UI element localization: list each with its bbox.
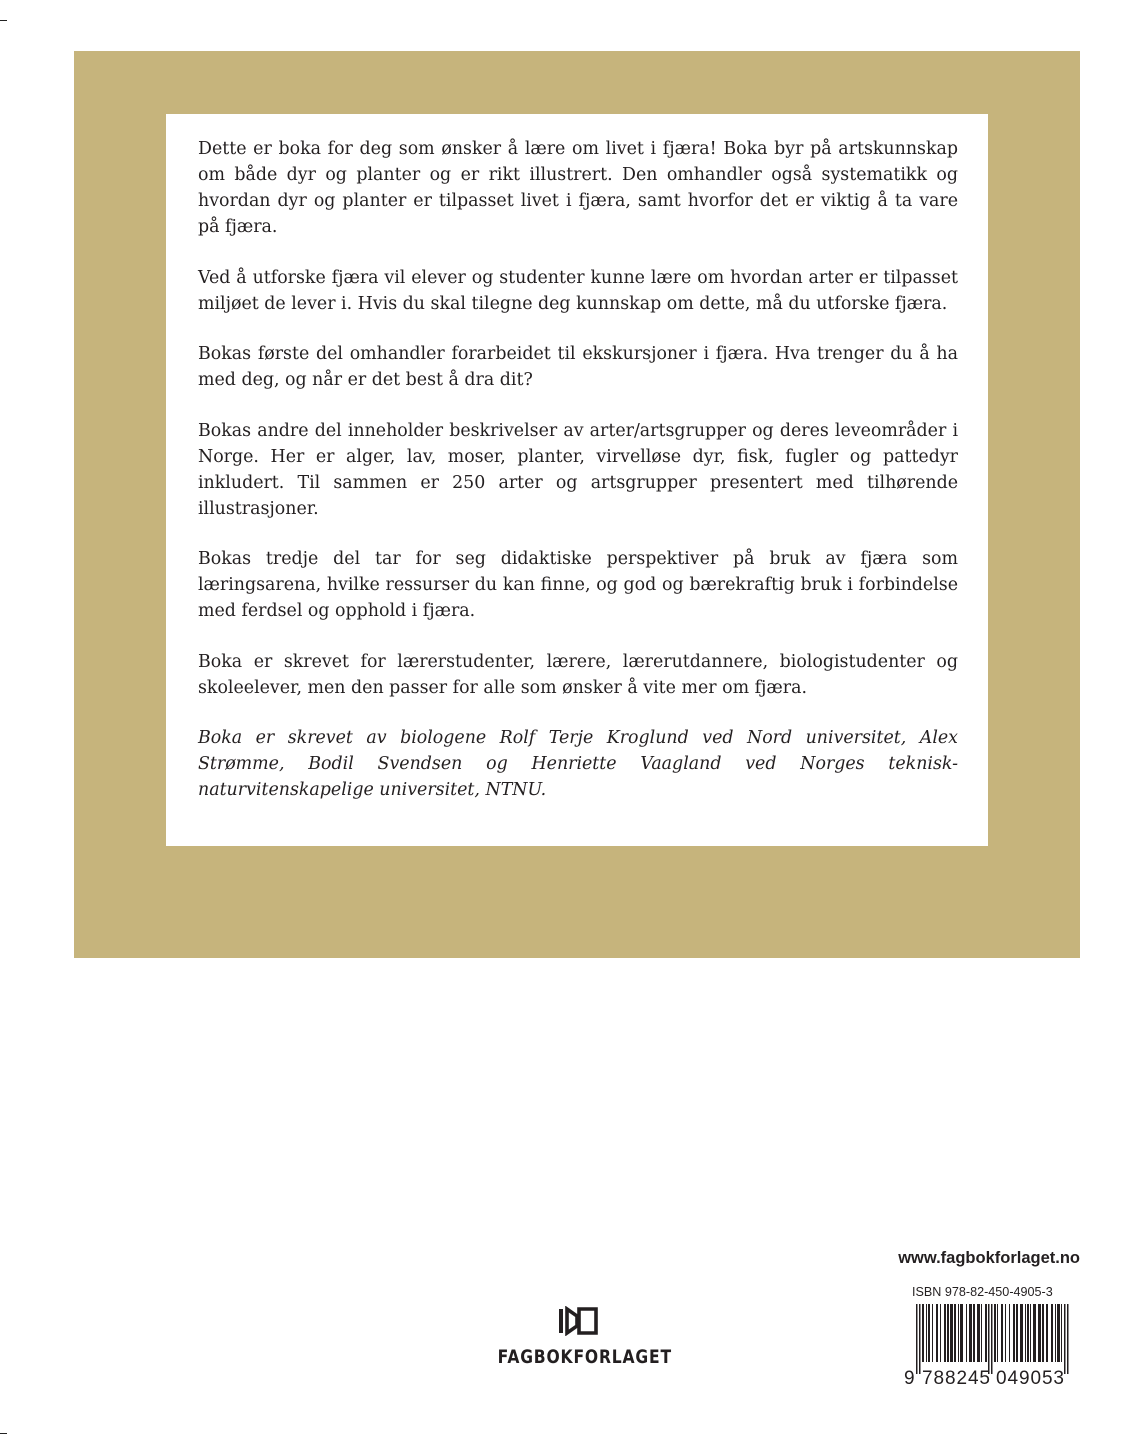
publisher-logo-block — [480, 1306, 676, 1376]
isbn-digit-first: 9 — [904, 1368, 915, 1389]
description-paragraph-3: Bokas første del omhandler forarbeidet til ekskursjoner i fjæra. Hva trenger du å ha med deg, og når er det best å dra dit? — [198, 344, 958, 390]
publisher-name: FAGBOKFORLAGET — [497, 1346, 672, 1368]
author-credit: Boka er skrevet av biologene Rolf Terje Kroglund ved Nord universitet, Alex Strømme, Bodil Svendsen og Henriette Vaagland ved Norges teknisk-naturvitenskapelige universitet, NTNU. — [198, 728, 958, 800]
description-paragraph-1: Dette er boka for deg som ønsker å lære om livet i fjæra! Boka byr på artskunnskap om både dyr og planter og er rikt illustrert. Den omhandler også systematikk og hvordan dyr og planter er tilpasset livet i fjæra, samt hvorfor det er viktig å ta vare på fjæra. — [198, 139, 958, 237]
isbn-label: ISBN 978-82-450-4905-3 — [912, 1285, 1053, 1299]
open-book-logo-icon — [556, 1306, 600, 1336]
isbn-digits-right: 049053 — [996, 1368, 1064, 1389]
crop-mark-top — [0, 20, 7, 21]
crop-mark-bottom — [0, 1433, 7, 1434]
description-paragraph-4: Bokas andre del inneholder beskrivelser av arter/artsgrupper og deres leveområder i Norge. Her er alger, lav, moser, planter, virvelløse dyr, fisk, fugler og pattedyr inkludert. Til sammen er 250 arter og artsgrupper presentert med tilhørende illustrasjoner. — [198, 420, 958, 519]
isbn-digits-left: 788245 — [922, 1368, 990, 1389]
gold-background-panel — [74, 51, 1080, 958]
publisher-website-link[interactable]: www.fagbokforlaget.no — [898, 1249, 1080, 1267]
barcode-graphic — [900, 1304, 1076, 1400]
description-paragraph-6: Boka er skrevet for lærerstudenter, lærere, lærerutdannere, biologistudenter og skoleelever, men den passer for alle som ønsker å vite mer om fjæra. — [198, 651, 958, 698]
description-text-box — [166, 114, 988, 846]
isbn-barcode — [900, 1282, 1076, 1400]
description-paragraph-2: Ved å utforske fjæra vil elever og studenter kunne lære om hvordan arter er tilpasset miljøet de lever i. Hvis du skal tilegne deg kunnskap om dette, må du utforske fjæra. — [198, 267, 958, 314]
description-paragraph-5: Bokas tredje del tar for seg didaktiske perspektiver på bruk av fjæra som læringsarena, hvilke ressurser du kan finne, og god og bærekraftig bruk i forbindelse med ferdsel og opphold i fjæra. — [198, 549, 958, 621]
